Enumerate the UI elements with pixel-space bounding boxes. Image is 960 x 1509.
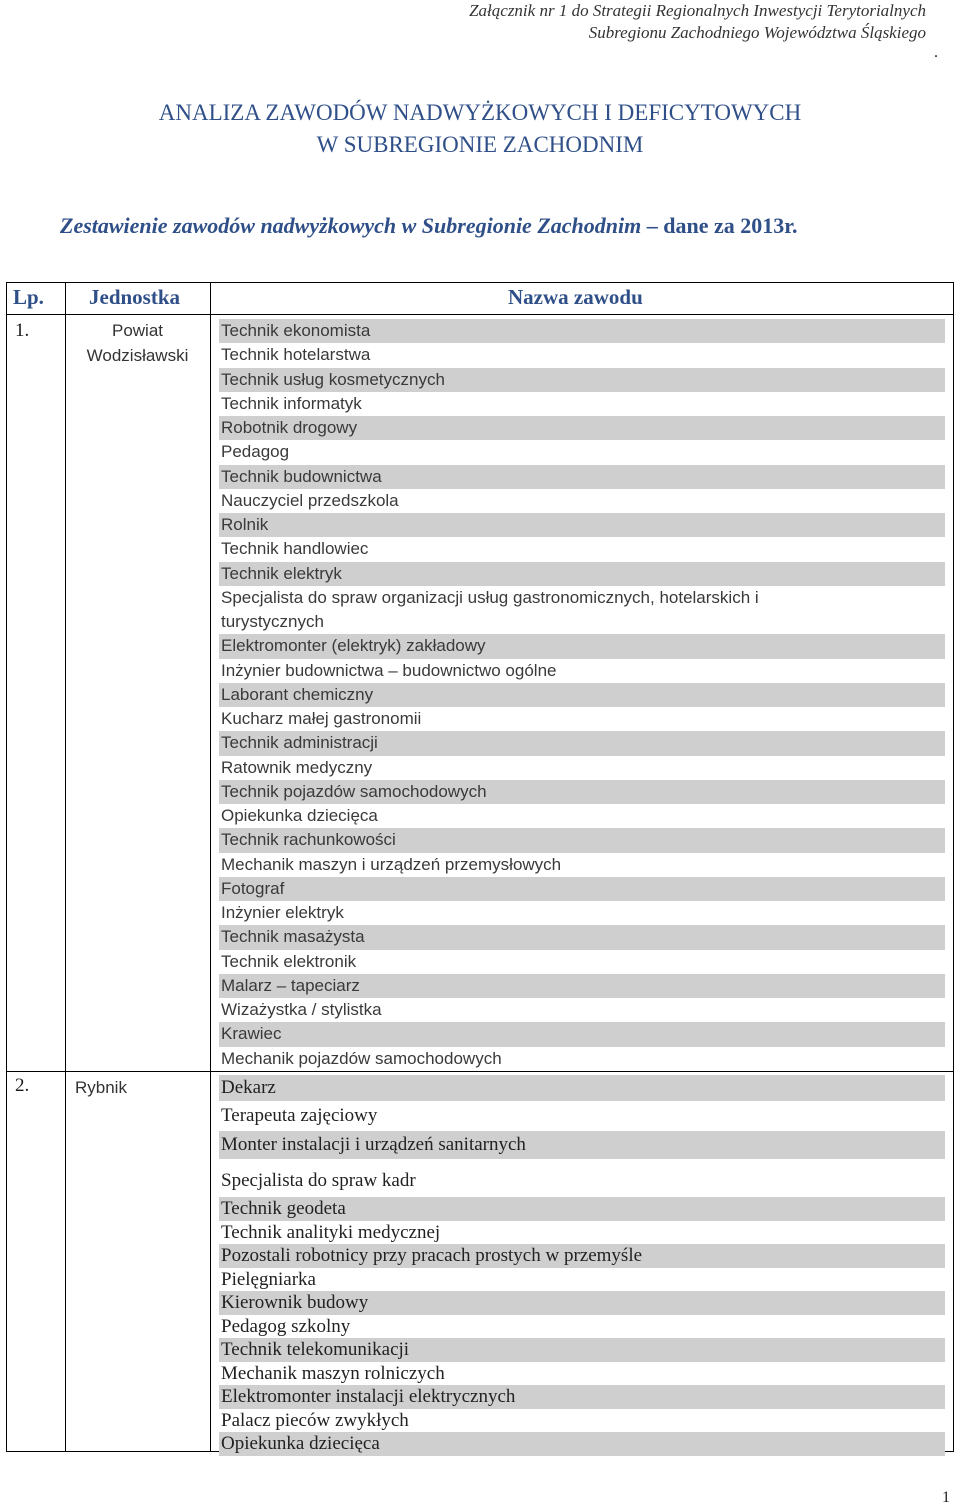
page-title-line-1: ANALIZA ZAWODÓW NADWYŻKOWYCH I DEFICYTOWYCH — [158, 100, 802, 125]
page-number: 1 — [942, 1489, 950, 1506]
occupations-table — [6, 282, 954, 1452]
list-item: Pielęgniarka — [221, 1268, 316, 1290]
list-item: Laborant chemiczny — [219, 683, 945, 707]
group-unit: Powiat Wodzisławski — [86, 321, 189, 365]
list-item: Opiekunka dziecięca — [219, 1432, 945, 1456]
col-header-lp: Lp. — [13, 285, 44, 309]
list-item: Fotograf — [219, 877, 945, 901]
annex-line-1: Załącznik nr 1 do Strategii Regionalnych Inwestycji Terytorialnych — [469, 1, 926, 20]
table-caption: Zestawienie zawodów nadwyżkowych w Subregionie Zachodnim – dane za 2013r. — [60, 213, 798, 238]
list-item: Technik masażysta — [219, 925, 945, 949]
group-unit: Rybnik — [75, 1078, 127, 1097]
list-item: Technik handlowiec — [221, 539, 369, 559]
list-item: Dekarz — [219, 1075, 945, 1101]
group-lp: 1. — [15, 320, 30, 341]
list-item: Elektromonter instalacji elektrycznych — [219, 1385, 945, 1409]
list-item: Palacz pieców zwykłych — [221, 1409, 409, 1431]
row-divider — [7, 1071, 953, 1072]
list-item: Malarz – tapeciarz — [219, 974, 945, 998]
annex-line-2: Subregionu Zachodniego Województwa Śląskiego — [588, 23, 926, 42]
list-item: Technik ekonomista — [219, 319, 945, 343]
list-item: Technik elektronik — [221, 951, 357, 971]
list-item: Terapeuta zajęciowy — [221, 1105, 378, 1126]
list-item: Rolnik — [219, 513, 945, 537]
list-item: Krawiec — [219, 1022, 945, 1046]
occupation-list — [219, 319, 945, 1071]
col-header-unit: Jednostka — [89, 285, 181, 309]
list-item: Technik usług kosmetycznych — [219, 368, 945, 392]
list-item: Technik geodeta — [219, 1197, 945, 1221]
page-title-line-2: W SUBREGIONIE ZACHODNIM — [316, 132, 644, 157]
list-item: Technik administracji — [219, 731, 945, 755]
list-item: Opiekunka dziecięca — [221, 806, 378, 825]
list-item: Inżynier budownictwa – budownictwo ogólne — [221, 660, 557, 680]
list-item: Pedagog — [221, 442, 290, 462]
list-item: Technik informatyk — [221, 393, 362, 413]
list-item: Technik hotelarstwa — [221, 345, 371, 365]
list-item: Pozostali robotnicy przy pracach prostych w przemyśle — [219, 1244, 945, 1268]
list-item: Nauczyciel przedszkola — [221, 490, 399, 510]
column-divider — [65, 283, 66, 1451]
list-item: Pedagog szkolny — [221, 1315, 351, 1337]
list-item: Ratownik medyczny — [221, 757, 373, 777]
list-item: Technik pojazdów samochodowych — [219, 780, 945, 804]
list-item: Kierownik budowy — [219, 1291, 945, 1315]
list-item: Mechanik maszyn rolniczych — [221, 1362, 445, 1384]
list-item: Mechanik maszyn i urządzeń przemysłowych — [221, 854, 562, 874]
list-item: Technik telekomunikacji — [219, 1338, 945, 1362]
occupation-list — [219, 1075, 945, 1456]
list-item: Robotnik drogowy — [219, 416, 945, 440]
list-item: Specjalista do spraw kadr — [221, 1170, 416, 1191]
list-item: Wizażystka / stylistka — [221, 1000, 382, 1019]
list-item: Inżynier elektryk — [221, 903, 344, 922]
column-divider — [210, 283, 211, 1451]
list-item: Technik rachunkowości — [219, 828, 945, 852]
header-dot: . — [934, 44, 938, 61]
list-item: Specjalista do spraw organizacji usług gastronomicznych, hotelarskich i — [221, 587, 759, 607]
col-header-name: Nazwa zawodu — [508, 285, 643, 309]
list-item: turystycznych — [221, 612, 324, 631]
list-item: Kucharz małej gastronomii — [221, 709, 422, 728]
list-item: Technik elektryk — [219, 562, 945, 586]
row-divider — [7, 314, 953, 315]
list-item: Mechanik pojazdów samochodowych — [221, 1048, 502, 1068]
list-item: Monter instalacji i urządzeń sanitarnych — [219, 1131, 945, 1159]
list-item: Technik analityki medycznej — [221, 1221, 441, 1243]
group-lp: 2. — [15, 1075, 30, 1096]
list-item: Technik budownictwa — [219, 465, 945, 489]
list-item: Elektromonter (elektryk) zakładowy — [219, 634, 945, 658]
